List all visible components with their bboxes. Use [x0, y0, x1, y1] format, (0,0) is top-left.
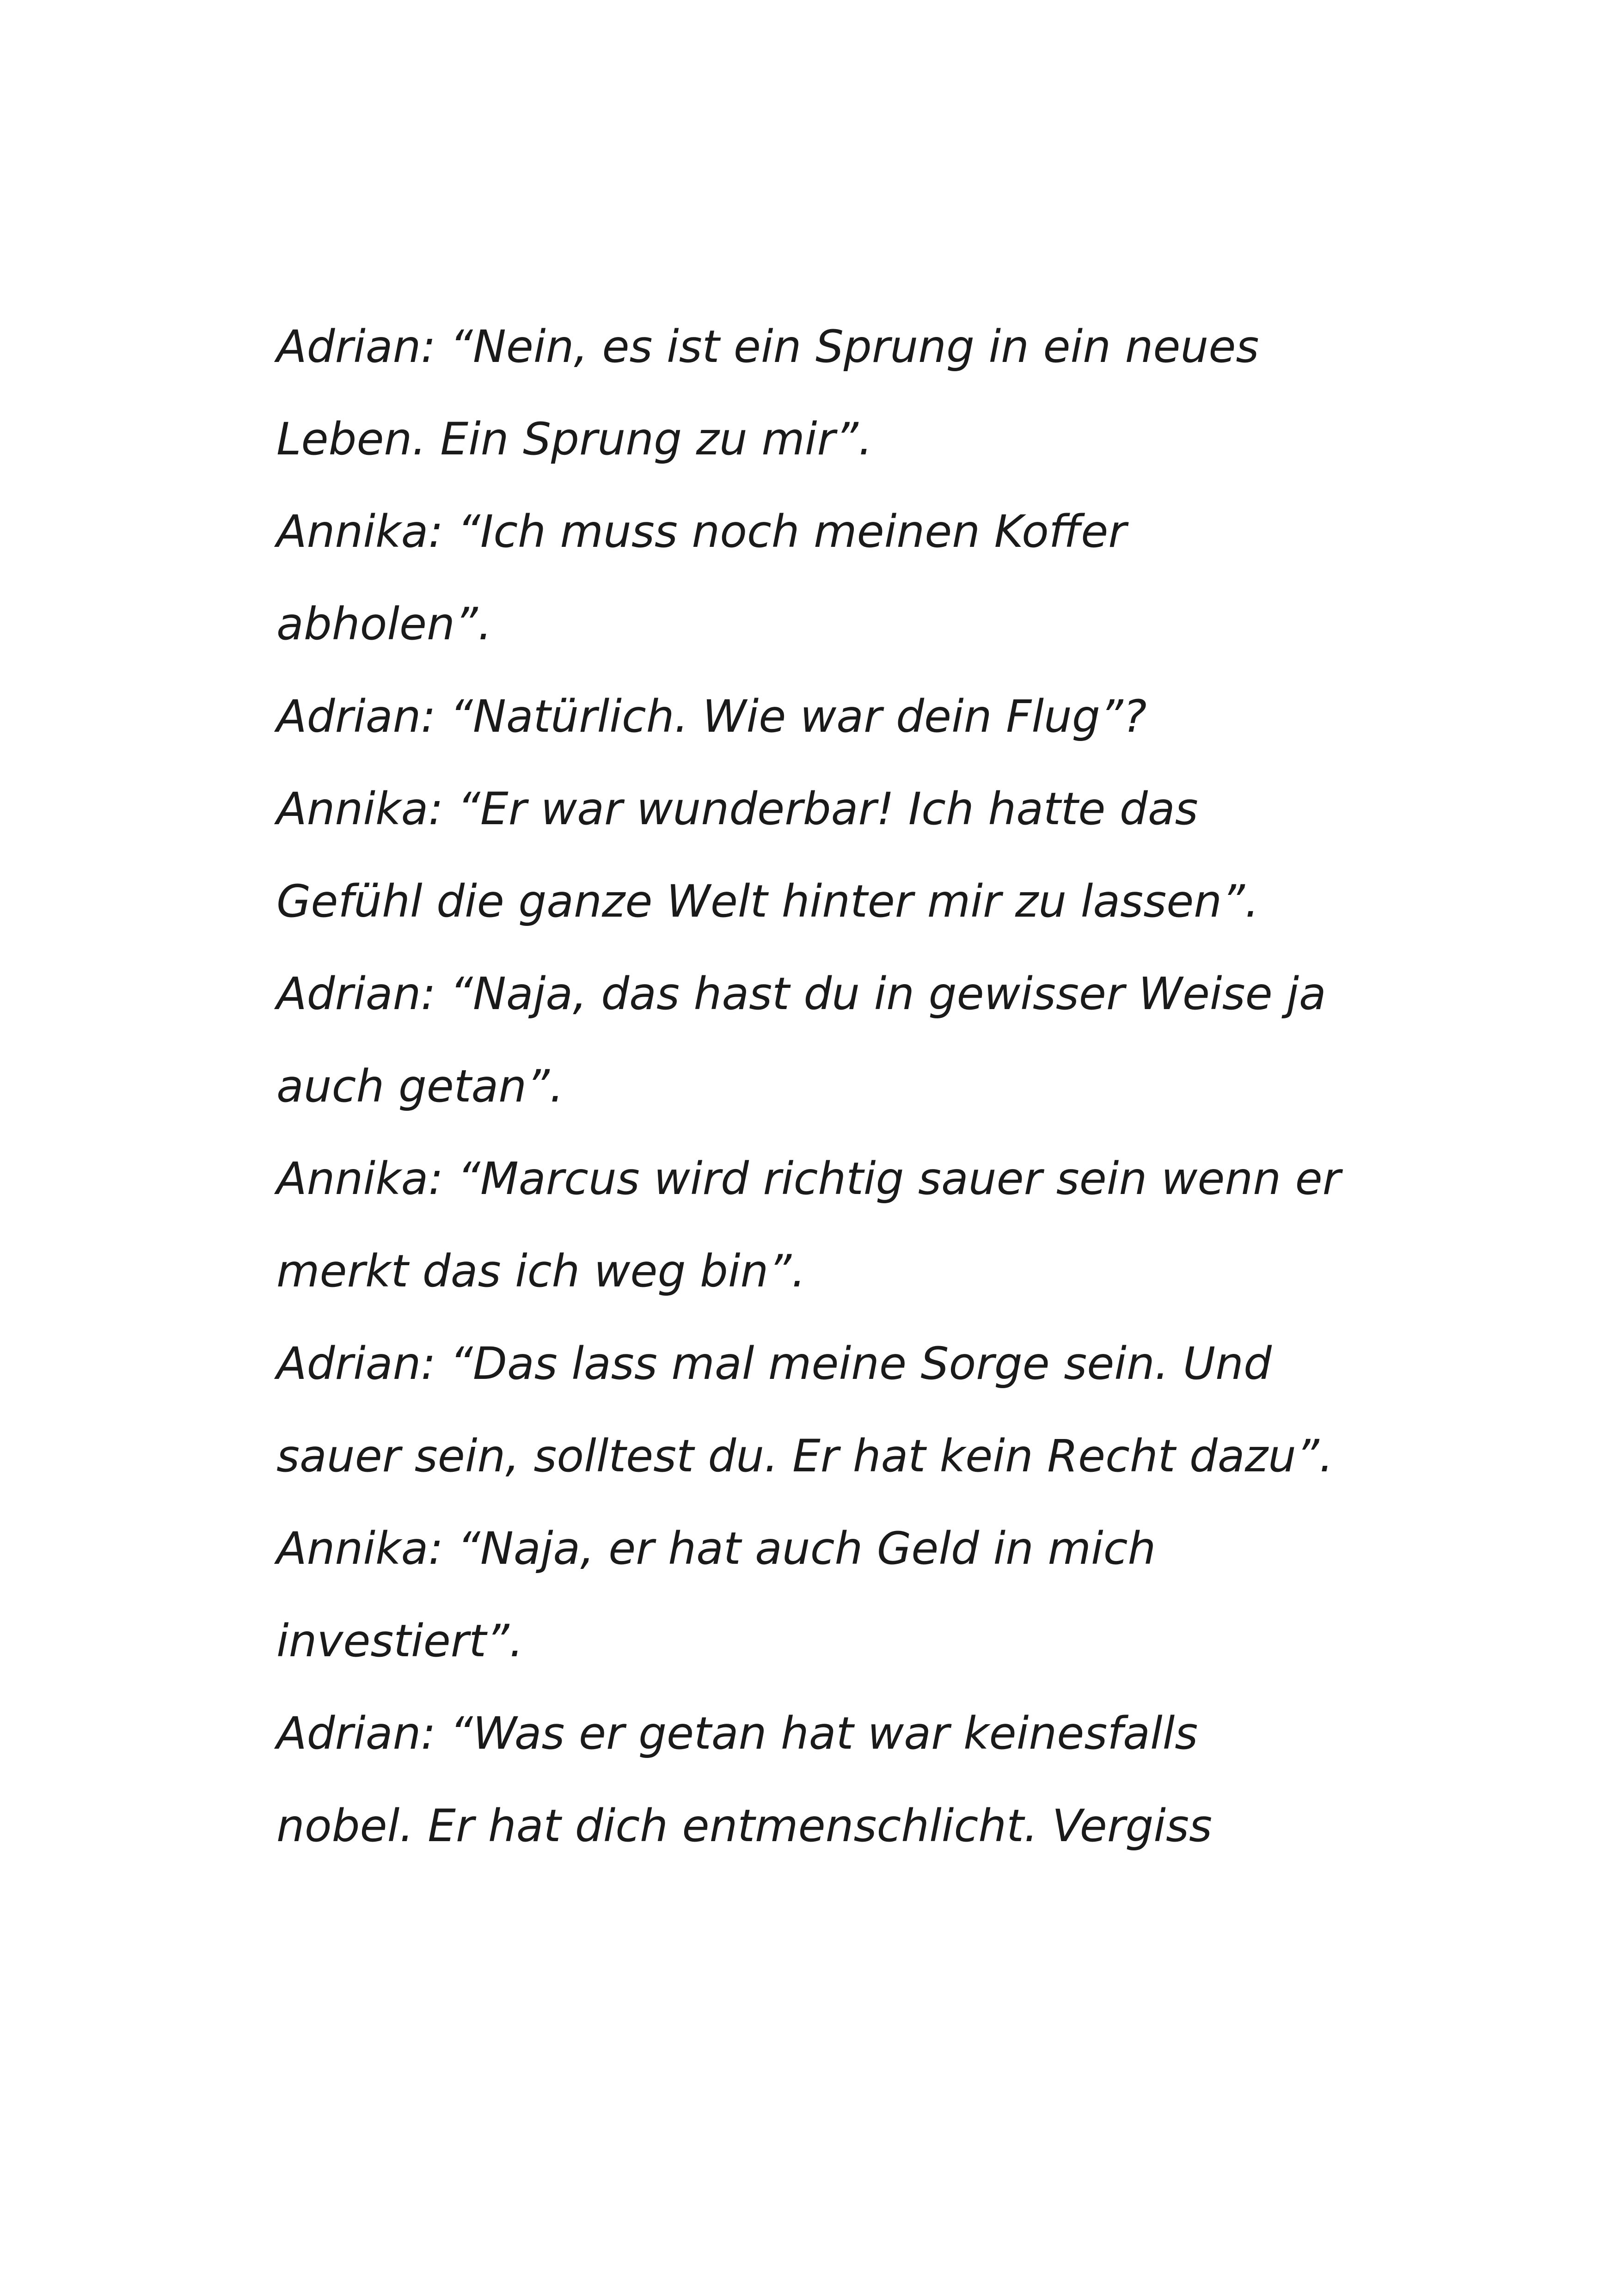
text-line: Annika: “Er war wunderbar! Ich hatte das: [276, 783, 1198, 835]
text-line: Adrian: “Das lass mal meine Sorge sein. Und: [276, 1338, 1272, 1390]
text-line: merkt das ich weg bin”.: [276, 1245, 806, 1297]
text-line: Leben. Ein Sprung zu mir”.: [276, 413, 873, 465]
text-line: auch getan”.: [276, 1060, 564, 1112]
text-line: Annika: “Ich muss noch meinen Koffer: [276, 506, 1127, 557]
text-line: Adrian: “Nein, es ist ein Sprung in ein neues: [276, 321, 1259, 373]
text-line: Annika: “Marcus wird richtig sauer sein wenn er: [276, 1153, 1341, 1205]
text-line: Adrian: “Natürlich. Wie war dein Flug”?: [276, 691, 1147, 742]
text-line: sauer sein, solltest du. Er hat kein Recht dazu”.: [276, 1430, 1334, 1482]
dialogue-text: [276, 300, 1386, 1872]
text-line: nobel. Er hat dich entmenschlicht. Vergiss: [276, 1800, 1212, 1852]
text-line: Adrian: “Naja, das hast du in gewisser Weise ja: [276, 968, 1326, 1020]
text-line: Annika: “Naja, er hat auch Geld in mich: [276, 1523, 1156, 1574]
text-line: investiert”.: [276, 1615, 524, 1667]
text-line: Gefühl die ganze Welt hinter mir zu lassen”.: [276, 876, 1259, 927]
text-line: Adrian: “Was er getan hat war keinesfalls: [276, 1708, 1198, 1759]
text-line: abholen”.: [276, 598, 492, 650]
